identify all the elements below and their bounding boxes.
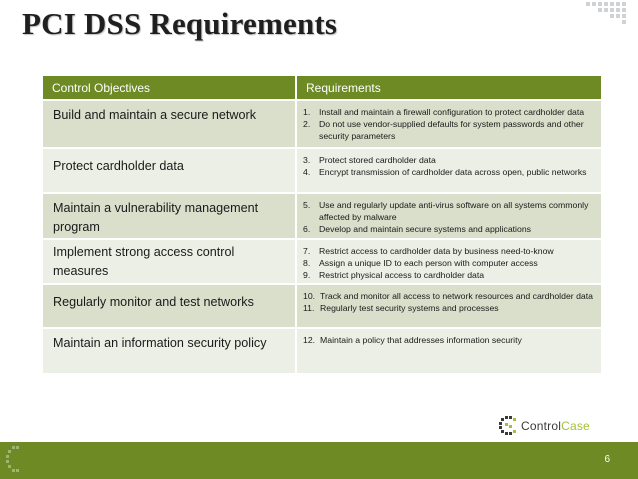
objective-cell: Implement strong access control measures — [43, 239, 296, 284]
requirement-number: 11. — [303, 303, 315, 313]
requirement-item — [303, 302, 593, 314]
requirements-cell — [296, 328, 601, 374]
requirement-text: Encrypt transmission of cardholder data across open, public networks — [319, 167, 587, 177]
requirements-cell — [296, 193, 601, 239]
requirement-item — [303, 334, 593, 346]
requirement-number: 3. — [303, 155, 311, 165]
requirement-text: Protect stored cardholder data — [319, 155, 436, 165]
controlcase-logo-icon — [497, 415, 519, 437]
objective-text: Protect cardholder data — [53, 159, 184, 173]
requirement-text: Track and monitor all access to network resources and cardholder data — [320, 291, 593, 301]
requirement-item — [303, 245, 593, 257]
requirement-text: Restrict access to cardholder data by business need-to-know — [319, 246, 554, 256]
requirement-text: Use and regularly update anti-virus software on all systems commonly affected by malware — [319, 200, 589, 222]
requirement-number: 7. — [303, 246, 311, 256]
requirement-item — [303, 199, 593, 223]
footer-bar — [0, 442, 638, 479]
requirement-number: 8. — [303, 258, 311, 268]
controlcase-logo — [497, 415, 590, 437]
requirement-item — [303, 290, 593, 302]
decorative-dots-icon — [584, 0, 630, 26]
requirements-cell — [296, 239, 601, 284]
table-row — [43, 193, 601, 239]
requirement-item — [303, 257, 593, 269]
table-row — [43, 328, 601, 374]
requirement-text: Restrict physical access to cardholder data — [319, 270, 485, 280]
objective-cell: Build and maintain a secure network — [43, 100, 296, 148]
objective-cell: Regularly monitor and test networks — [43, 284, 296, 328]
requirement-number: 12. — [303, 335, 316, 345]
objective-cell: Maintain an information security policy — [43, 328, 296, 374]
requirements-cell — [296, 100, 601, 148]
requirement-item — [303, 269, 593, 281]
requirement-text: Do not use vendor-supplied defaults for system passwords and other security parameters — [319, 119, 584, 141]
table-header-row — [43, 76, 601, 100]
table-row — [43, 148, 601, 193]
requirement-text: Develop and maintain secure systems and applications — [319, 224, 531, 234]
requirement-item — [303, 166, 593, 178]
requirement-item — [303, 223, 593, 235]
requirement-text: Regularly test security systems and processes — [320, 303, 499, 313]
page-number: 6 — [604, 454, 610, 465]
requirement-number: 10. — [303, 291, 316, 301]
column-header-objectives: Control Objectives — [43, 76, 296, 100]
requirements-cell — [296, 284, 601, 328]
requirement-item — [303, 118, 593, 142]
requirement-number: 1. — [303, 107, 311, 117]
requirements-table — [43, 76, 601, 375]
requirements-cell — [296, 148, 601, 193]
logo-text-control: Control — [521, 419, 562, 433]
requirement-text: Assign a unique ID to each person with computer access — [319, 258, 538, 268]
requirement-number: 4. — [303, 167, 311, 177]
table-row — [43, 239, 601, 284]
column-header-requirements: Requirements — [296, 76, 601, 100]
requirement-number: 9. — [303, 270, 311, 280]
requirement-number: 6. — [303, 224, 311, 234]
slide-title: PCI DSS Requirements — [22, 6, 338, 41]
requirement-number: 5. — [303, 200, 311, 210]
requirement-text: Maintain a policy that addresses information security — [320, 335, 522, 345]
requirement-text: Install and maintain a firewall configuration to protect cardholder data — [319, 107, 585, 117]
requirement-item — [303, 106, 593, 118]
objective-cell: Maintain a vulnerability management program — [43, 193, 296, 239]
table-row — [43, 100, 601, 148]
requirement-item — [303, 154, 593, 166]
footer-logo-icon — [4, 444, 26, 474]
requirement-number: 2. — [303, 119, 311, 129]
table-row — [43, 284, 601, 328]
logo-text-case: Case — [561, 419, 590, 433]
objective-cell — [43, 148, 296, 193]
